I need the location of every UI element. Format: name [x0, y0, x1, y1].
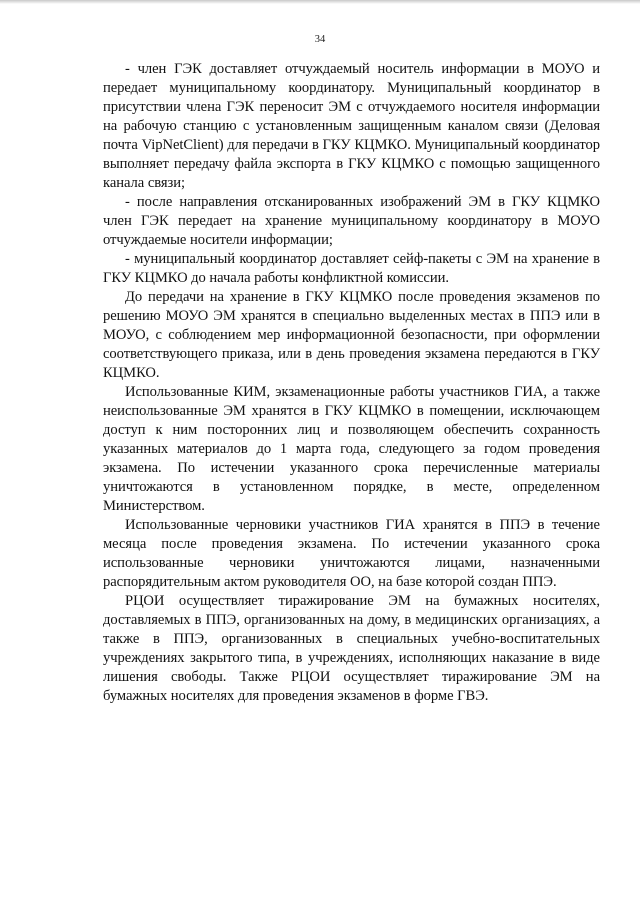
paragraph-storage-before-transfer: До передачи на хранение в ГКУ КЦМКО после проведения экзаменов по решению МОУО ЭМ хранятся в специально выделенных местах в ППЭ или в МОУО, с соблюдением мер информационной безопасности, при оформлении соответствующего приказа, или в день проведения экзамена передаются в ГКУ КЦМКО.	[103, 289, 600, 381]
paragraph-drafts-storage: Использованные черновики участников ГИА хранятся в ППЭ в течение месяца после проведения экзамена. По истечении указанного срока использованные черновики уничтожаются лицами, назначенными распорядительным актом руководителя ОО, на базе которой создан ППЭ.	[103, 517, 600, 590]
scan-edge	[0, 0, 640, 4]
paragraph-used-kim-storage: Использованные КИМ, экзаменационные работы участников ГИА, а также неиспользованные ЭМ хранятся в ГКУ КЦМКО в помещении, исключающем доступ к ним посторонних лиц и позволяющем обеспечить сохранность указанных материалов до 1 марта года, следующего за годом проведения экзамена. По истечении указанного срока перечисленные материалы уничтожаются в установленном порядке, в месте, определенном Министерством.	[103, 384, 600, 514]
paragraph-rcoi-replication: РЦОИ осуществляет тиражирование ЭМ на бумажных носителях, доставляемых в ППЭ, организованных на дому, в медицинских организациях, а также в ППЭ, организованных в специальных учебно-воспитательных учреждениях закрытого типа, в учреждениях, исполняющих наказание в виде лишения свободы. Также РЦОИ осуществляет тиражирование ЭМ на бумажных носителях для проведения экзаменов в форме ГВЭ.	[103, 593, 600, 704]
paragraph-gek-hand-over-media: - после направления отсканированных изображений ЭМ в ГКУ КЦМКО член ГЭК передает на хранение муниципальному координатору в МОУО отчуждаемые носители информации;	[103, 194, 600, 248]
document-body	[103, 60, 600, 706]
paragraph-gek-transfer-media: - член ГЭК доставляет отчуждаемый носитель информации в МОУО и передает муниципальному координатору. Муниципальный координатор в присутствии члена ГЭК переносит ЭМ с отчуждаемого носителя информации на рабочую станцию с установленным защищенным каналом связи (Деловая почта VipNetClient) для передачи в ГКУ КЦМКО. Муниципальный координатор выполняет передачу файла экспорта в ГКУ КЦМКО с помощью защищенного канала связи;	[103, 61, 600, 191]
paragraph-coordinator-safe-packets: - муниципальный координатор доставляет сейф-пакеты с ЭМ на хранение в ГКУ КЦМКО до начала работы конфликтной комиссии.	[103, 251, 600, 286]
page-number: 34	[314, 34, 326, 45]
